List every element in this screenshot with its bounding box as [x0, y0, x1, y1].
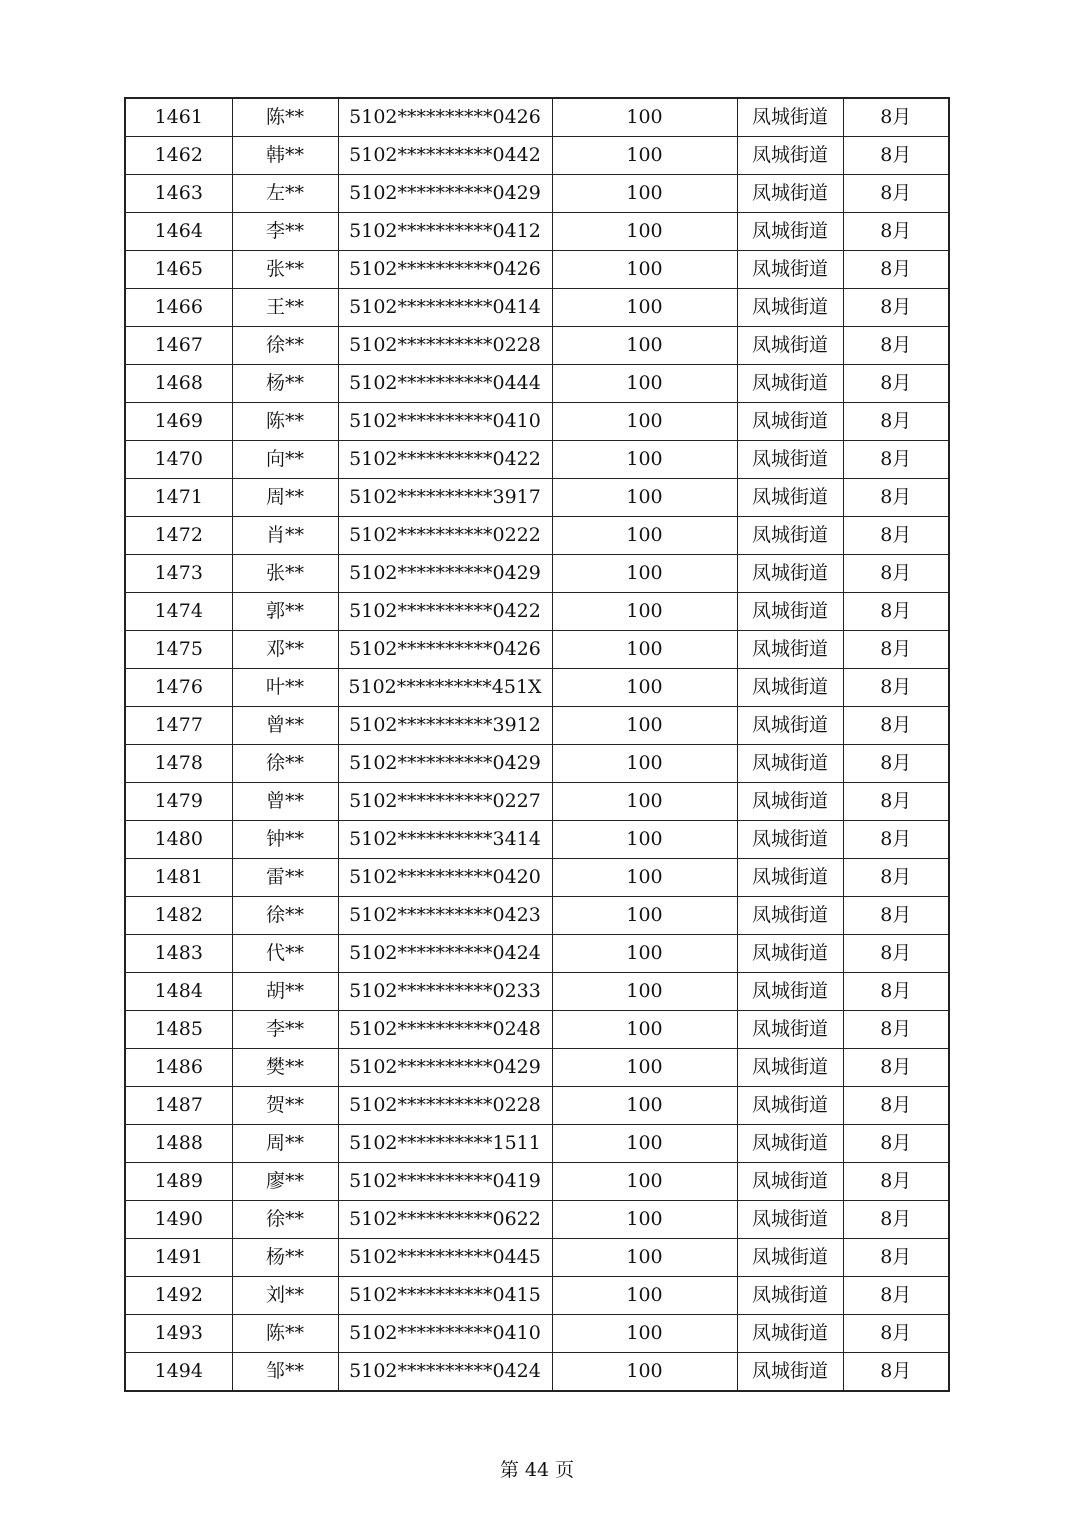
record-month-cell: 8月 [843, 859, 949, 897]
record-name-cell: 向** [232, 441, 338, 479]
record-amount-cell: 100 [552, 745, 737, 783]
record-month-cell: 8月 [843, 897, 949, 935]
record-id-cell: 5102**********0227 [338, 783, 552, 821]
record-name-cell: 贺** [232, 1087, 338, 1125]
record-street-cell: 凤城街道 [737, 783, 843, 821]
record-name-cell: 陈** [232, 98, 338, 137]
record-month-cell: 8月 [843, 1239, 949, 1277]
record-id-cell: 5102**********0429 [338, 745, 552, 783]
record-id-cell: 5102**********0248 [338, 1011, 552, 1049]
page-footer [0, 1455, 1074, 1482]
record-id-cell: 5102**********0622 [338, 1201, 552, 1239]
record-month-cell: 8月 [843, 441, 949, 479]
record-id-cell: 5102**********0422 [338, 441, 552, 479]
record-number-cell: 1484 [125, 973, 232, 1011]
record-name-cell: 韩** [232, 137, 338, 175]
page-footer-suffix: 页 [555, 1459, 575, 1481]
record-id-cell: 5102**********0410 [338, 403, 552, 441]
record-amount-cell: 100 [552, 707, 737, 745]
record-amount-cell: 100 [552, 593, 737, 631]
record-number-cell: 1482 [125, 897, 232, 935]
table-row [125, 327, 949, 365]
record-name-cell: 徐** [232, 897, 338, 935]
record-street-cell: 凤城街道 [737, 175, 843, 213]
record-street-cell: 凤城街道 [737, 327, 843, 365]
record-street-cell: 凤城街道 [737, 897, 843, 935]
record-id-cell: 5102**********0429 [338, 175, 552, 213]
record-number-cell: 1486 [125, 1049, 232, 1087]
record-number-cell: 1490 [125, 1201, 232, 1239]
record-month-cell: 8月 [843, 1011, 949, 1049]
record-number-cell: 1475 [125, 631, 232, 669]
record-number-cell: 1479 [125, 783, 232, 821]
record-month-cell: 8月 [843, 1201, 949, 1239]
record-amount-cell: 100 [552, 403, 737, 441]
record-name-cell: 胡** [232, 973, 338, 1011]
record-month-cell: 8月 [843, 821, 949, 859]
record-name-cell: 张** [232, 251, 338, 289]
record-month-cell: 8月 [843, 669, 949, 707]
record-id-cell: 5102**********3917 [338, 479, 552, 517]
record-name-cell: 邓** [232, 631, 338, 669]
record-number-cell: 1465 [125, 251, 232, 289]
table-row [125, 555, 949, 593]
record-name-cell: 周** [232, 1125, 338, 1163]
record-month-cell: 8月 [843, 175, 949, 213]
record-amount-cell: 100 [552, 555, 737, 593]
record-street-cell: 凤城街道 [737, 1315, 843, 1353]
table-row [125, 1049, 949, 1087]
table-row [125, 1201, 949, 1239]
record-amount-cell: 100 [552, 98, 737, 137]
record-street-cell: 凤城街道 [737, 631, 843, 669]
table-row [125, 821, 949, 859]
table-row [125, 175, 949, 213]
record-number-cell: 1473 [125, 555, 232, 593]
record-id-cell: 5102**********0445 [338, 1239, 552, 1277]
record-amount-cell: 100 [552, 669, 737, 707]
table-row [125, 137, 949, 175]
record-street-cell: 凤城街道 [737, 365, 843, 403]
record-name-cell: 李** [232, 213, 338, 251]
record-amount-cell: 100 [552, 1011, 737, 1049]
record-month-cell: 8月 [843, 555, 949, 593]
table-row [125, 859, 949, 897]
record-street-cell: 凤城街道 [737, 403, 843, 441]
record-amount-cell: 100 [552, 1163, 737, 1201]
record-id-cell: 5102**********0426 [338, 98, 552, 137]
record-id-cell: 5102**********0414 [338, 289, 552, 327]
record-amount-cell: 100 [552, 137, 737, 175]
record-street-cell: 凤城街道 [737, 1049, 843, 1087]
record-amount-cell: 100 [552, 783, 737, 821]
record-amount-cell: 100 [552, 1239, 737, 1277]
record-number-cell: 1477 [125, 707, 232, 745]
table-row [125, 479, 949, 517]
record-name-cell: 钟** [232, 821, 338, 859]
records-table [124, 97, 950, 1392]
table-row [125, 1239, 949, 1277]
records-table-body [125, 98, 949, 1391]
record-month-cell: 8月 [843, 631, 949, 669]
record-name-cell: 肖** [232, 517, 338, 555]
record-month-cell: 8月 [843, 98, 949, 137]
record-name-cell: 刘** [232, 1277, 338, 1315]
table-row [125, 1011, 949, 1049]
table-row [125, 593, 949, 631]
record-month-cell: 8月 [843, 1125, 949, 1163]
record-name-cell: 樊** [232, 1049, 338, 1087]
table-row [125, 631, 949, 669]
record-id-cell: 5102**********0233 [338, 973, 552, 1011]
record-number-cell: 1469 [125, 403, 232, 441]
record-id-cell: 5102**********0424 [338, 935, 552, 973]
page-footer-prefix: 第 [499, 1459, 519, 1481]
record-name-cell: 周** [232, 479, 338, 517]
record-street-cell: 凤城街道 [737, 593, 843, 631]
record-number-cell: 1467 [125, 327, 232, 365]
record-month-cell: 8月 [843, 289, 949, 327]
record-name-cell: 叶** [232, 669, 338, 707]
table-row [125, 1277, 949, 1315]
record-id-cell: 5102**********0415 [338, 1277, 552, 1315]
record-number-cell: 1480 [125, 821, 232, 859]
record-id-cell: 5102**********0228 [338, 1087, 552, 1125]
record-street-cell: 凤城街道 [737, 1239, 843, 1277]
record-number-cell: 1489 [125, 1163, 232, 1201]
table-row [125, 973, 949, 1011]
table-row [125, 517, 949, 555]
record-id-cell: 5102**********0410 [338, 1315, 552, 1353]
record-name-cell: 曾** [232, 783, 338, 821]
record-amount-cell: 100 [552, 441, 737, 479]
record-month-cell: 8月 [843, 935, 949, 973]
record-month-cell: 8月 [843, 327, 949, 365]
record-id-cell: 5102**********0420 [338, 859, 552, 897]
record-number-cell: 1471 [125, 479, 232, 517]
record-name-cell: 邹** [232, 1353, 338, 1392]
record-amount-cell: 100 [552, 859, 737, 897]
record-amount-cell: 100 [552, 1277, 737, 1315]
record-street-cell: 凤城街道 [737, 1125, 843, 1163]
record-number-cell: 1468 [125, 365, 232, 403]
record-month-cell: 8月 [843, 745, 949, 783]
record-number-cell: 1470 [125, 441, 232, 479]
record-id-cell: 5102**********3912 [338, 707, 552, 745]
record-street-cell: 凤城街道 [737, 821, 843, 859]
record-id-cell: 5102**********0444 [338, 365, 552, 403]
table-row [125, 897, 949, 935]
table-row [125, 1087, 949, 1125]
record-name-cell: 王** [232, 289, 338, 327]
record-number-cell: 1464 [125, 213, 232, 251]
record-amount-cell: 100 [552, 1353, 737, 1392]
table-row [125, 441, 949, 479]
record-number-cell: 1494 [125, 1353, 232, 1392]
record-amount-cell: 100 [552, 897, 737, 935]
record-number-cell: 1472 [125, 517, 232, 555]
table-row [125, 745, 949, 783]
record-amount-cell: 100 [552, 821, 737, 859]
record-id-cell: 5102**********0442 [338, 137, 552, 175]
record-street-cell: 凤城街道 [737, 517, 843, 555]
record-name-cell: 陈** [232, 403, 338, 441]
record-number-cell: 1476 [125, 669, 232, 707]
record-street-cell: 凤城街道 [737, 1011, 843, 1049]
record-name-cell: 陈** [232, 1315, 338, 1353]
table-row [125, 98, 949, 137]
record-name-cell: 郭** [232, 593, 338, 631]
record-street-cell: 凤城街道 [737, 1087, 843, 1125]
record-number-cell: 1485 [125, 1011, 232, 1049]
record-amount-cell: 100 [552, 175, 737, 213]
record-id-cell: 5102**********0424 [338, 1353, 552, 1392]
record-street-cell: 凤城街道 [737, 289, 843, 327]
record-amount-cell: 100 [552, 365, 737, 403]
record-id-cell: 5102**********0419 [338, 1163, 552, 1201]
record-street-cell: 凤城街道 [737, 1353, 843, 1392]
record-number-cell: 1492 [125, 1277, 232, 1315]
record-street-cell: 凤城街道 [737, 98, 843, 137]
record-street-cell: 凤城街道 [737, 707, 843, 745]
table-row [125, 213, 949, 251]
record-number-cell: 1481 [125, 859, 232, 897]
record-id-cell: 5102**********0422 [338, 593, 552, 631]
record-amount-cell: 100 [552, 973, 737, 1011]
record-street-cell: 凤城街道 [737, 555, 843, 593]
record-month-cell: 8月 [843, 1087, 949, 1125]
record-id-cell: 5102**********0423 [338, 897, 552, 935]
record-id-cell: 5102**********451X [338, 669, 552, 707]
record-month-cell: 8月 [843, 783, 949, 821]
record-street-cell: 凤城街道 [737, 669, 843, 707]
record-name-cell: 杨** [232, 1239, 338, 1277]
record-id-cell: 5102**********1511 [338, 1125, 552, 1163]
record-name-cell: 左** [232, 175, 338, 213]
record-amount-cell: 100 [552, 1125, 737, 1163]
record-amount-cell: 100 [552, 327, 737, 365]
record-month-cell: 8月 [843, 1315, 949, 1353]
record-id-cell: 5102**********0426 [338, 631, 552, 669]
record-id-cell: 5102**********0222 [338, 517, 552, 555]
record-street-cell: 凤城街道 [737, 441, 843, 479]
record-number-cell: 1493 [125, 1315, 232, 1353]
record-amount-cell: 100 [552, 935, 737, 973]
record-id-cell: 5102**********0228 [338, 327, 552, 365]
record-month-cell: 8月 [843, 707, 949, 745]
record-street-cell: 凤城街道 [737, 859, 843, 897]
table-row [125, 1353, 949, 1392]
record-number-cell: 1474 [125, 593, 232, 631]
record-number-cell: 1462 [125, 137, 232, 175]
record-number-cell: 1488 [125, 1125, 232, 1163]
record-month-cell: 8月 [843, 593, 949, 631]
record-number-cell: 1487 [125, 1087, 232, 1125]
record-name-cell: 廖** [232, 1163, 338, 1201]
record-amount-cell: 100 [552, 1201, 737, 1239]
record-month-cell: 8月 [843, 479, 949, 517]
record-number-cell: 1463 [125, 175, 232, 213]
record-amount-cell: 100 [552, 1087, 737, 1125]
record-street-cell: 凤城街道 [737, 973, 843, 1011]
record-month-cell: 8月 [843, 137, 949, 175]
record-street-cell: 凤城街道 [737, 251, 843, 289]
record-amount-cell: 100 [552, 1049, 737, 1087]
record-id-cell: 5102**********0426 [338, 251, 552, 289]
table-row [125, 1163, 949, 1201]
table-row [125, 669, 949, 707]
record-id-cell: 5102**********3414 [338, 821, 552, 859]
record-street-cell: 凤城街道 [737, 745, 843, 783]
record-month-cell: 8月 [843, 517, 949, 555]
record-month-cell: 8月 [843, 365, 949, 403]
record-amount-cell: 100 [552, 1315, 737, 1353]
record-name-cell: 张** [232, 555, 338, 593]
record-month-cell: 8月 [843, 1163, 949, 1201]
record-name-cell: 代** [232, 935, 338, 973]
record-street-cell: 凤城街道 [737, 1201, 843, 1239]
table-row [125, 783, 949, 821]
record-month-cell: 8月 [843, 1353, 949, 1392]
record-street-cell: 凤城街道 [737, 213, 843, 251]
table-row [125, 289, 949, 327]
record-street-cell: 凤城街道 [737, 935, 843, 973]
record-name-cell: 杨** [232, 365, 338, 403]
table-row [125, 707, 949, 745]
record-amount-cell: 100 [552, 251, 737, 289]
table-row [125, 403, 949, 441]
record-number-cell: 1466 [125, 289, 232, 327]
record-name-cell: 雷** [232, 859, 338, 897]
table-row [125, 1125, 949, 1163]
record-month-cell: 8月 [843, 251, 949, 289]
record-amount-cell: 100 [552, 289, 737, 327]
table-row [125, 1315, 949, 1353]
record-month-cell: 8月 [843, 213, 949, 251]
record-id-cell: 5102**********0429 [338, 555, 552, 593]
record-month-cell: 8月 [843, 1277, 949, 1315]
record-name-cell: 徐** [232, 327, 338, 365]
record-month-cell: 8月 [843, 1049, 949, 1087]
record-number-cell: 1483 [125, 935, 232, 973]
table-row [125, 251, 949, 289]
record-id-cell: 5102**********0429 [338, 1049, 552, 1087]
record-number-cell: 1478 [125, 745, 232, 783]
table-row [125, 365, 949, 403]
record-name-cell: 徐** [232, 1201, 338, 1239]
record-name-cell: 徐** [232, 745, 338, 783]
record-amount-cell: 100 [552, 213, 737, 251]
page-number: 44 [524, 1459, 550, 1481]
record-id-cell: 5102**********0412 [338, 213, 552, 251]
record-number-cell: 1461 [125, 98, 232, 137]
record-month-cell: 8月 [843, 403, 949, 441]
record-street-cell: 凤城街道 [737, 137, 843, 175]
record-street-cell: 凤城街道 [737, 479, 843, 517]
record-name-cell: 李** [232, 1011, 338, 1049]
record-name-cell: 曾** [232, 707, 338, 745]
record-amount-cell: 100 [552, 631, 737, 669]
record-number-cell: 1491 [125, 1239, 232, 1277]
record-amount-cell: 100 [552, 479, 737, 517]
record-street-cell: 凤城街道 [737, 1163, 843, 1201]
record-street-cell: 凤城街道 [737, 1277, 843, 1315]
record-amount-cell: 100 [552, 517, 737, 555]
record-month-cell: 8月 [843, 973, 949, 1011]
table-row [125, 935, 949, 973]
